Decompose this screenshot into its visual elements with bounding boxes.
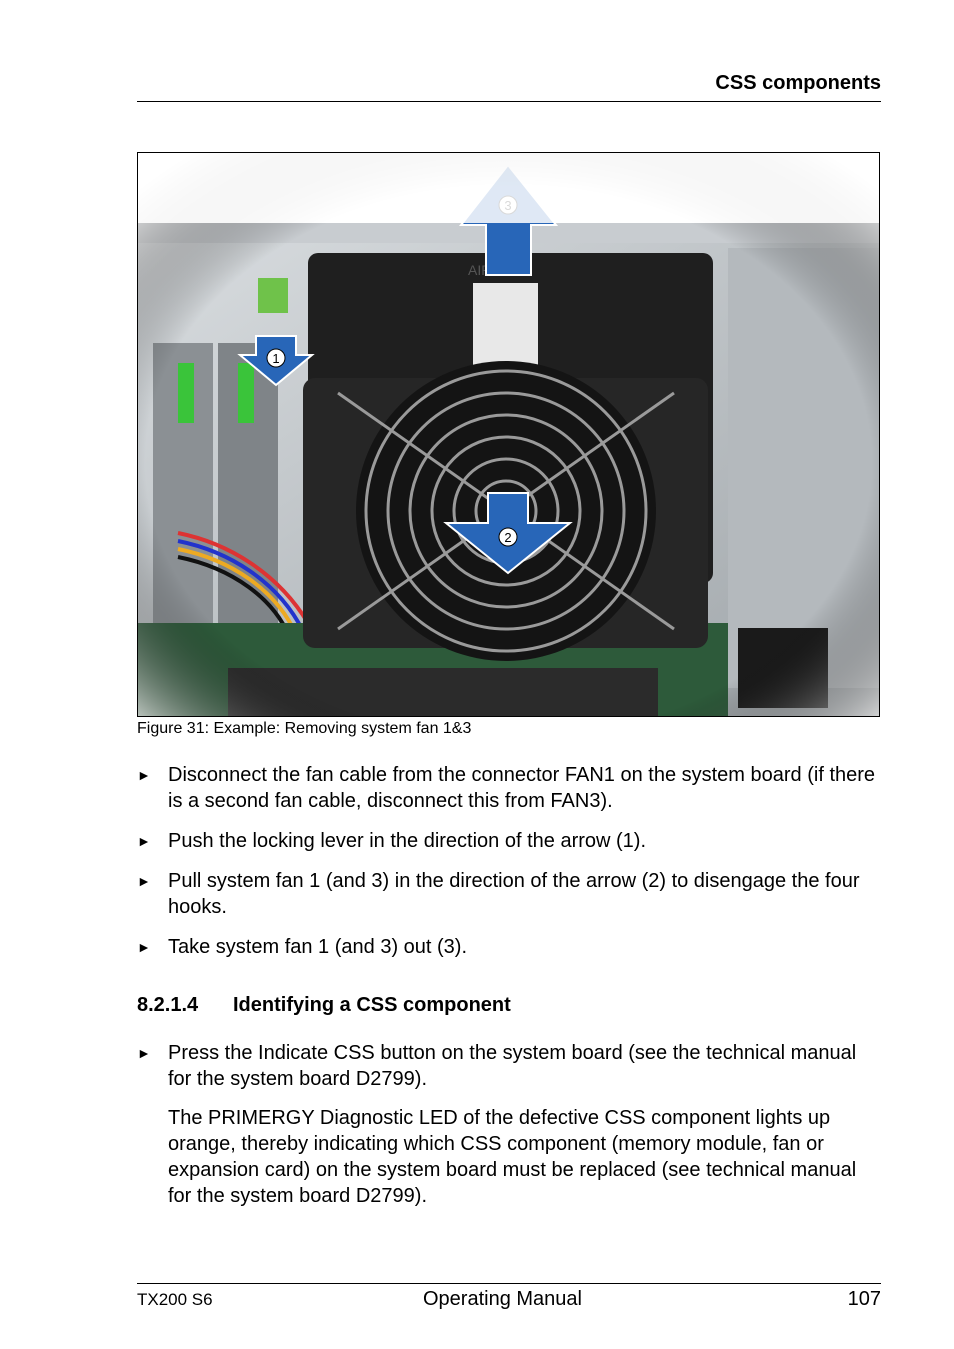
step-take-out-fan — [137, 934, 881, 960]
step-text: Press the Indicate CSS button on the system board (see the technical manual for the system board D2799). — [168, 1042, 857, 1090]
footer-product: TX200 S6 — [137, 1290, 213, 1309]
step-disconnect-cable — [137, 762, 881, 814]
bullet-arrow-icon: ► — [137, 767, 151, 783]
bullet-arrow-icon: ► — [137, 833, 151, 849]
step-push-lever — [137, 828, 881, 854]
step-press-indicate-css — [137, 1040, 881, 1092]
footer-rule — [137, 1283, 881, 1284]
step-text: Disconnect the fan cable from the connector FAN1 on the system board (if there is a second fan cable, disconnect this from FAN3). — [168, 764, 876, 812]
running-header-title: CSS components — [715, 72, 881, 94]
fan-photo-illustration — [138, 153, 879, 716]
step-text: Pull system fan 1 (and 3) in the direction of the arrow (2) to disengage the four hooks. — [168, 870, 860, 918]
section-title: Identifying a CSS component — [233, 994, 511, 1016]
header-rule — [137, 101, 881, 102]
page-number: 107 — [847, 1288, 881, 1310]
bullet-arrow-icon: ► — [137, 1045, 151, 1061]
step-text: Take system fan 1 (and 3) out (3). — [168, 936, 468, 958]
step-text: Push the locking lever in the direction of the arrow (1). — [168, 830, 647, 852]
step-pull-fan — [137, 868, 881, 920]
figure-caption: Figure 31: Example: Removing system fan 1&3 — [137, 720, 472, 737]
bullet-arrow-icon: ► — [137, 873, 151, 889]
footer-manual-title: Operating Manual — [423, 1288, 582, 1310]
bullet-arrow-icon: ► — [137, 939, 151, 955]
figure-fan-removal — [137, 152, 880, 717]
section-heading — [137, 994, 511, 1017]
diagnostic-led-paragraph: The PRIMERGY Diagnostic LED of the defective CSS component lights up orange, thereby indicating which CSS component (memory module, fan or expansion card) on the system board must be replaced (see technical manual for the system board D2799). — [168, 1107, 857, 1207]
section-number: 8.2.1.4 — [137, 994, 199, 1016]
